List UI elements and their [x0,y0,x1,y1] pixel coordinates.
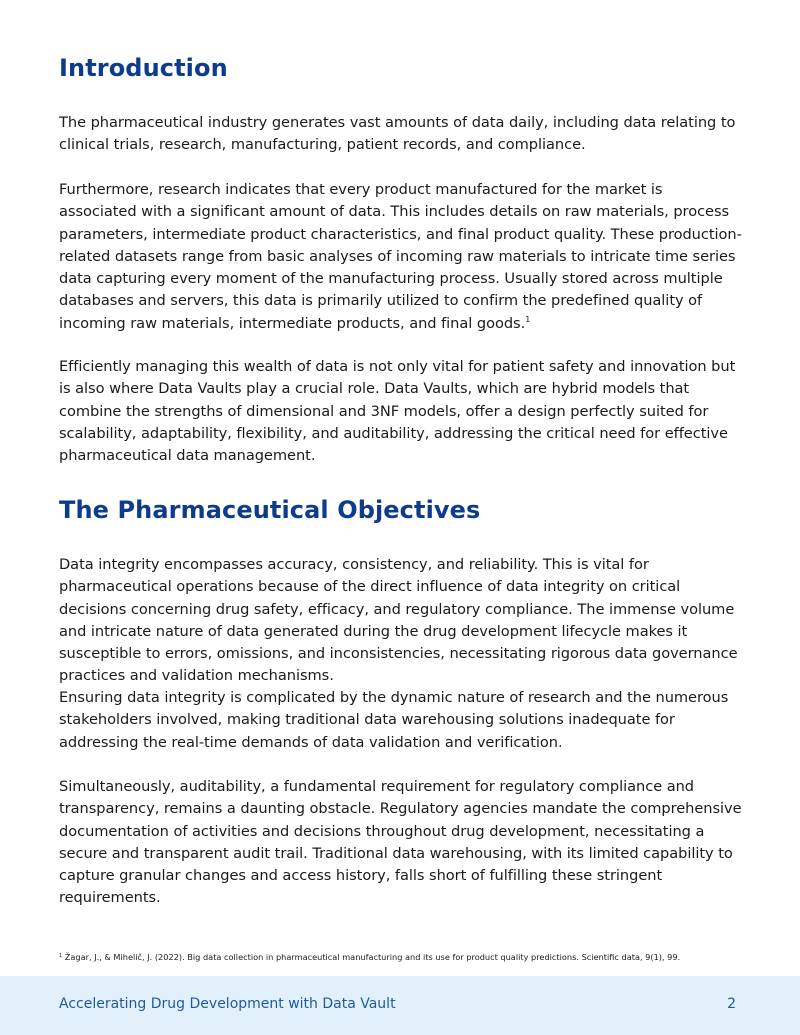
footnote-marker: 1 [59,953,63,959]
footer-page-number: 2 [727,996,736,1012]
intro-paragraph-1: The pharmaceutical industry generates vast amounts of data daily, including data relating to clinical trials, research, manufacturing, patient records, and compliance. [59,114,736,154]
intro-paragraph-3: Efficiently managing this wealth of data is not only vital for patient safety and innovation but is also where Data Vaults play a crucial role. Data Vaults, which are hybrid models that combine the strengths of dimensional and 3NF models, offer a design perfectly suited for scalability, adaptability, flexibility, and auditability, addressing the critical need for effective pharmaceutical data management. [59,358,736,465]
intro-paragraph-2-text: Furthermore, research indicates that every product manufactured for the market is associated with a significant amount of data. This includes details on raw materials, process parameters, intermediate product characteristics, and final product quality. These production-related datasets range from basic analyses of incoming raw materials to intricate time series data capturing every moment of the manufacturing process. Usually stored across multiple databases and servers, this data is primarily utilized to confirm the predefined quality of incoming raw materials, intermediate products, and final goods. [59,181,742,332]
footnote-reference[interactable]: 1 [525,314,531,324]
objectives-paragraph-2: Ensuring data integrity is complicated by the dynamic nature of research and the numerous stakeholders involved, making traditional data warehousing solutions inadequate for addressing the real-time demands of data validation and verification. [59,689,729,751]
objectives-paragraph-1: Data integrity encompasses accuracy, consistency, and reliability. This is vital for pharmaceutical operations because of the direct influence of data integrity on critical decisions concerning drug safety, efficacy, and regulatory compliance. The immense volume and intricate nature of data generated during the drug development lifecycle makes it susceptible to errors, omissions, and inconsistencies, necessitating rigorous data governance practices and validation mechanisms. [59,556,738,685]
objectives-paragraph-3: Simultaneously, auditability, a fundamental requirement for regulatory compliance and transparency, remains a daunting obstacle. Regulatory agencies mandate the comprehensive documentation of activities and decisions throughout drug development, necessitating a secure and transparent audit trail. Traditional data warehousing, with its limited capability to capture granular changes and access history, falls short of fulfilling these stringent requirements. [59,778,742,907]
footnote-text: Žagar, J., & Mihelič, J. (2022). Big data collection in pharmaceutical manufacturing and its use for product quality predictions. Scientific data, 9(1), 99. [64,952,681,962]
section-heading-objectives: The Pharmaceutical Objectives [59,496,481,524]
page-footer [0,976,800,1035]
footer-document-title: Accelerating Drug Development with Data Vault [59,996,396,1012]
section-heading-introduction: Introduction [59,54,228,82]
footnote [59,951,680,963]
intro-paragraph-2 [59,179,743,335]
